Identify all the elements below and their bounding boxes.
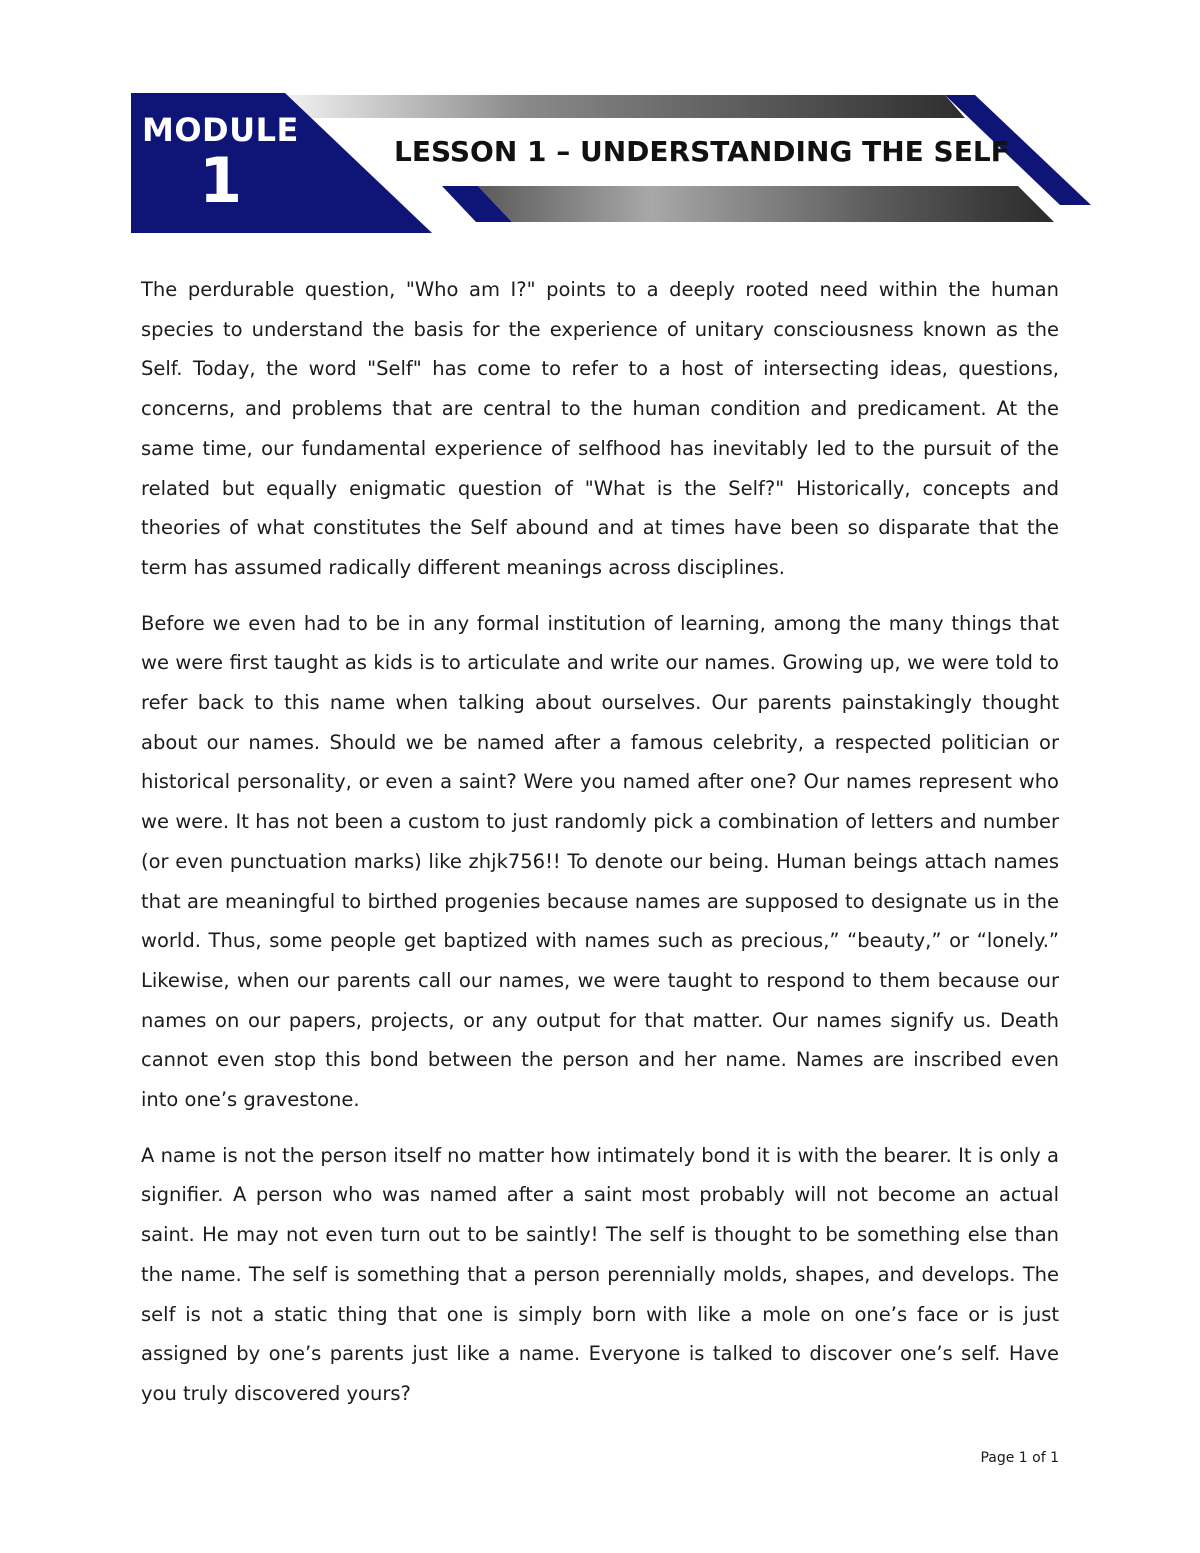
paragraph-2: Before we even had to be in any formal institution of learning, among the many things that we were first taught as kids is to articulate and write our names. Growing up, we were told to refer back to this name when talking about ourselves. Our parents painstakingly thought about our names. Should we be named after a famous celebrity, a respected politician or historical personality, or even a saint? Were you named after one? Our names represent who we were. It has not been a custom to just randomly pick a combination of letters and number (or even punctuation marks) like zhjk756!! To denote our being. Human beings attach names that are meaningful to birthed progenies because names are supposed to designate us in the world. Thus, some people get baptized with names such as precious,” “beauty,” or “lonely.” Likewise, when our parents call our names, we were taught to respond to them because our names on our papers, projects, or any output for that matter. Our names signify us. Death cannot even stop this bond between the person and her name. Names are inscribed even into one’s gravestone. bbox=[141, 611, 1059, 1112]
paragraph-3: A name is not the person itself no matter how intimately bond it is with the bearer. It is only a signifier. A person who was named after a saint most probably will not become an actual saint. He may not even turn out to be saintly! The self is thought to be something else than the name. The self is something that a person perennially molds, shapes, and develops. The self is not a static thing that one is simply born with like a mole on one’s face or is just assigned by one’s parents just like a name. Everyone is talked to discover one’s self. Have you truly discovered yours? bbox=[141, 1143, 1059, 1405]
lesson-body bbox=[141, 270, 1059, 1430]
bottom-gray-bar bbox=[478, 186, 1054, 222]
lesson-title: LESSON 1 – UNDERSTANDING THE SELF bbox=[394, 135, 1010, 168]
module-banner bbox=[0, 0, 1200, 260]
module-number: 1 bbox=[199, 144, 243, 217]
page-number: Page 1 of 1 bbox=[980, 1450, 1059, 1466]
module-label: MODULE bbox=[142, 111, 299, 149]
paragraph-1: The perdurable question, "Who am I?" points to a deeply rooted need within the human species to understand the basis for the experience of unitary consciousness known as the Self. Today, the word "Self" has come to refer to a host of intersecting ideas, questions, concerns, and problems that are central to the human condition and predicament. At the same time, our fundamental experience of selfhood has inevitably led to the pursuit of the related but equally enigmatic question of "What is the Self?" Historically, concepts and theories of what constitutes the Self abound and at times have been so disparate that the term has assumed radically different meanings across disciplines. bbox=[141, 278, 1059, 579]
top-gray-bar bbox=[285, 95, 965, 118]
